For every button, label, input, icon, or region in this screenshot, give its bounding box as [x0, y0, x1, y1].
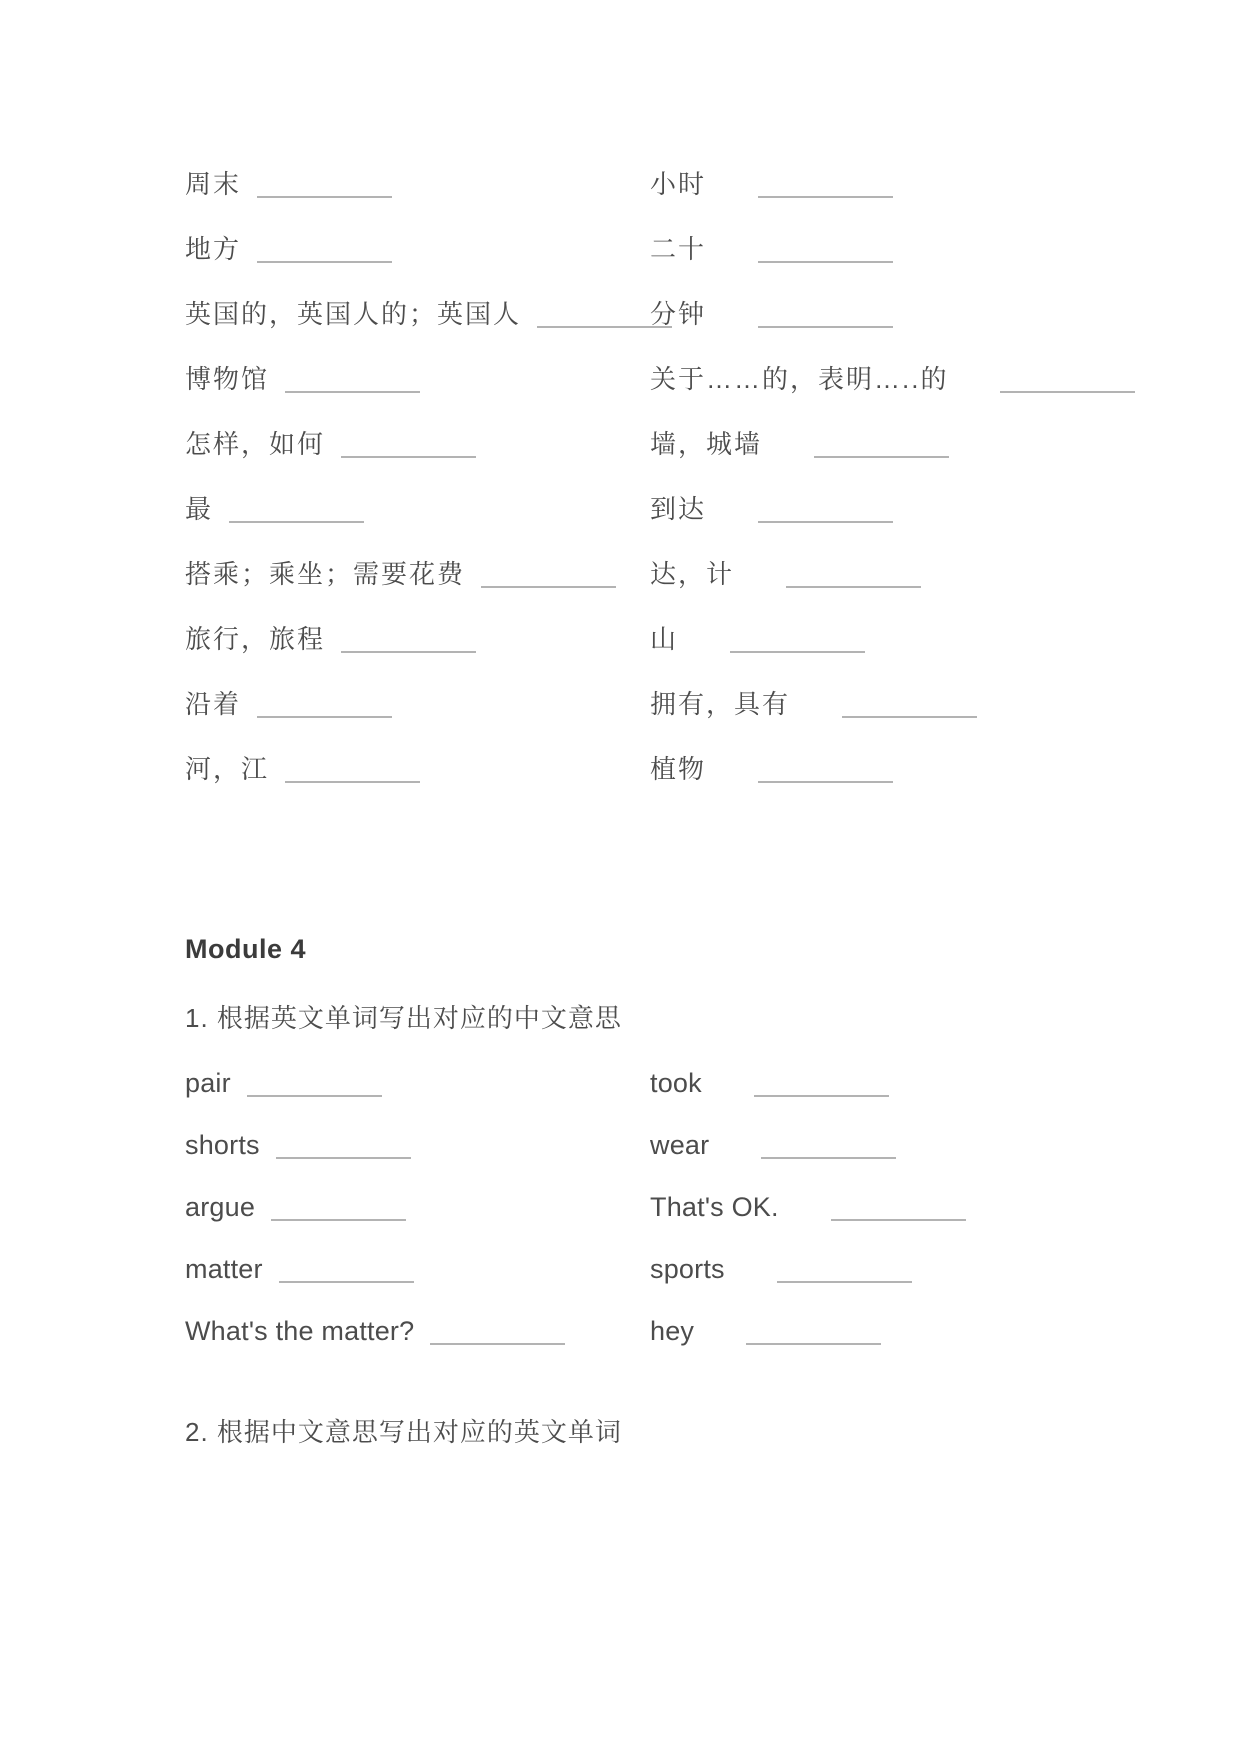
- vocab-term: 博物馆: [185, 363, 270, 394]
- answer-blank-line: [758, 781, 893, 783]
- vocab-row: [185, 523, 650, 588]
- vocab-row: [185, 1035, 650, 1097]
- vocab-term: 旅行，旅程: [185, 623, 326, 654]
- module4-heading: Module 4: [185, 934, 307, 964]
- vocab-term: 沿着: [185, 688, 242, 719]
- vocab-row: [185, 1221, 650, 1283]
- vocab-row: [650, 653, 1155, 718]
- vocab-row: [185, 393, 650, 458]
- vocab-term: argue: [185, 1191, 256, 1222]
- vocab-row: [650, 1159, 1155, 1221]
- vocab-term: took: [650, 1067, 702, 1098]
- vocab-row: [185, 588, 650, 653]
- vocab-row: [650, 393, 1155, 458]
- vocab-row: [185, 198, 650, 263]
- vocab-row: [650, 458, 1155, 523]
- module4-task1-section: [185, 1035, 1155, 1345]
- vocab-row: [650, 263, 1155, 328]
- vocab-term: 二十: [650, 233, 707, 264]
- vocab-row: [185, 458, 650, 523]
- vocab-row: [650, 198, 1155, 263]
- vocab-row: [185, 1097, 650, 1159]
- vocab-row: [185, 653, 650, 718]
- vocab-row: [650, 1283, 1155, 1345]
- vocab-row: [650, 1035, 1155, 1097]
- vocab-row: [185, 133, 650, 198]
- vocab-term: 河，江: [185, 753, 270, 784]
- vocab-row: [185, 1159, 650, 1221]
- vocab-row: [650, 133, 1155, 198]
- vocab-term: 植物: [650, 753, 707, 784]
- vocab-term: 分钟: [650, 298, 707, 329]
- vocab-row: [650, 588, 1155, 653]
- answer-blank-line: [746, 1343, 881, 1345]
- vocab-term: 关于……的，表明…..的: [650, 363, 949, 394]
- vocab-term: 怎样，如何: [185, 428, 326, 459]
- vocab-row: [185, 263, 650, 328]
- vocab-term: 地方: [185, 233, 242, 264]
- vocab-term: That's OK.: [650, 1191, 779, 1222]
- vocab-row: [650, 1097, 1155, 1159]
- vocab-term: 拥有，具有: [650, 688, 791, 719]
- vocab-term: 英国的，英国人的；英国人: [185, 298, 522, 329]
- answer-blank-line: [285, 781, 420, 783]
- vocab-term: 达，计: [650, 558, 735, 589]
- vocab-term: 山: [650, 623, 679, 654]
- vocab-row: [650, 718, 1155, 783]
- vocab-term: sports: [650, 1253, 725, 1284]
- vocab-term: matter: [185, 1253, 263, 1284]
- vocab-term: 到达: [650, 493, 707, 524]
- vocab-term: 最: [185, 493, 214, 524]
- vocab-row: [650, 1221, 1155, 1283]
- answer-blank-line: [430, 1343, 565, 1345]
- vocab-term: wear: [650, 1129, 710, 1160]
- vocab-term: pair: [185, 1067, 231, 1098]
- vocab-term: What's the matter?: [185, 1315, 415, 1346]
- vocab-term: 小时: [650, 168, 707, 199]
- task2-label: 2. 根据中文意思写出对应的英文单词: [185, 1417, 622, 1447]
- vocab-term: shorts: [185, 1129, 260, 1160]
- vocab-row: [185, 718, 650, 783]
- module3-vocab-section: [185, 133, 1155, 783]
- vocab-term: 墙，城墙: [650, 428, 763, 459]
- vocab-row: [185, 328, 650, 393]
- vocab-row: [650, 523, 1155, 588]
- vocab-row: [650, 328, 1155, 393]
- vocab-term: hey: [650, 1315, 695, 1346]
- vocab-term: 周末: [185, 168, 242, 199]
- vocab-term: 搭乘；乘坐；需要花费: [185, 558, 466, 589]
- vocab-row: [185, 1283, 650, 1345]
- task1-label: 1. 根据英文单词写出对应的中文意思: [185, 1003, 622, 1033]
